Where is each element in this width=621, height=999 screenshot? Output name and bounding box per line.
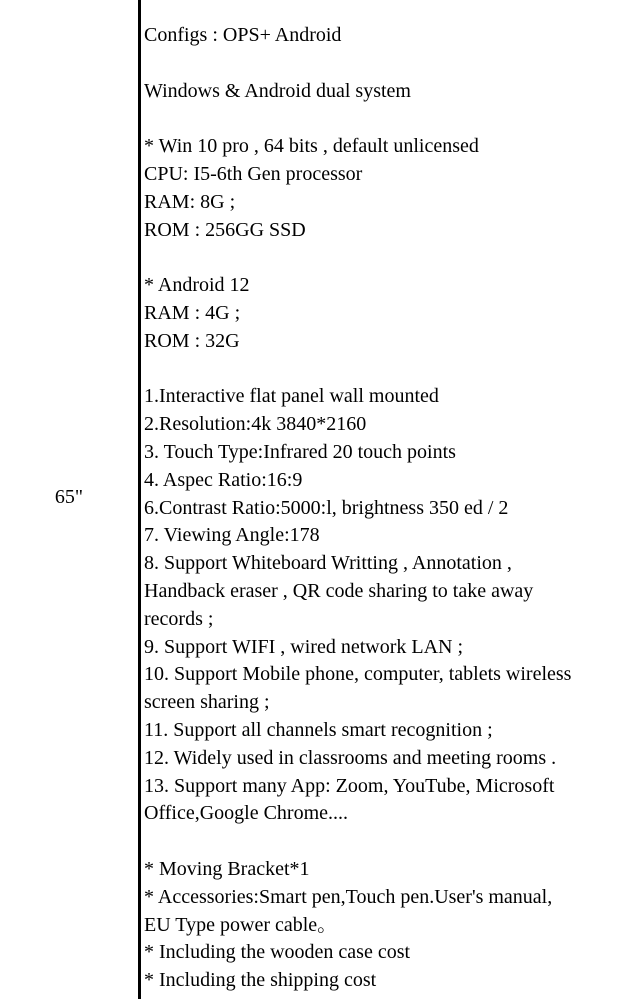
feature-line: 6.Contrast Ratio:5000:l, brightness 350 ed / 2 <box>144 496 509 519</box>
extra-line: EU Type power cable。 <box>144 913 338 936</box>
feature-line: 8. Support Whiteboard Writting , Annotation , <box>144 552 512 575</box>
spec-content <box>144 22 618 995</box>
size-label: 65" <box>54 486 84 508</box>
feature-line: Handback eraser , QR code sharing to take away <box>144 579 534 602</box>
feature-line: 12. Widely used in classrooms and meeting rooms . <box>144 746 557 769</box>
feature-line: 13. Support many App: Zoom, YouTube, Microsoft <box>144 774 555 797</box>
extra-line: * Moving Bracket*1 <box>144 857 310 880</box>
feature-line: 7. Viewing Angle:178 <box>144 524 320 547</box>
android-rom-line: ROM : 32G <box>144 329 240 352</box>
feature-line: 11. Support all channels smart recognition ; <box>144 718 493 741</box>
extra-line: * Including the wooden case cost <box>144 941 411 964</box>
feature-line: 3. Touch Type:Infrared 20 touch points <box>144 440 456 463</box>
spacer <box>144 50 618 78</box>
spacer <box>144 356 618 384</box>
feature-line: 2.Resolution:4k 3840*2160 <box>144 413 367 436</box>
feature-line: 9. Support WIFI , wired network LAN ; <box>144 635 464 658</box>
extra-line: * Accessories:Smart pen,Touch pen.User's manual, <box>144 885 553 908</box>
android-os-line: * Android 12 <box>144 274 250 297</box>
feature-line: 10. Support Mobile phone, computer, tablets wireless <box>144 663 572 686</box>
configs-line: Configs : OPS+ Android <box>144 24 342 46</box>
feature-line: screen sharing ; <box>144 691 270 714</box>
feature-line: Office,Google Chrome.... <box>144 802 349 825</box>
spacer <box>144 828 618 856</box>
feature-line: 1.Interactive flat panel wall mounted <box>144 385 439 408</box>
windows-cpu-line: CPU: I5-6th Gen processor <box>144 162 363 185</box>
table-divider <box>138 0 141 999</box>
feature-line: records ; <box>144 607 214 630</box>
spacer <box>144 244 618 272</box>
windows-rom-line: ROM : 256GG SSD <box>144 218 306 241</box>
feature-line: 4. Aspec Ratio:16:9 <box>144 468 303 491</box>
dual-system-line: Windows & Android dual system <box>144 79 411 102</box>
spacer <box>144 105 618 133</box>
size-cell <box>0 0 138 999</box>
extra-line: * Including the shipping cost <box>144 969 377 992</box>
windows-os-line: * Win 10 pro , 64 bits , default unlicensed <box>144 135 479 158</box>
windows-ram-line: RAM: 8G ; <box>144 190 236 213</box>
android-ram-line: RAM : 4G ; <box>144 301 241 324</box>
